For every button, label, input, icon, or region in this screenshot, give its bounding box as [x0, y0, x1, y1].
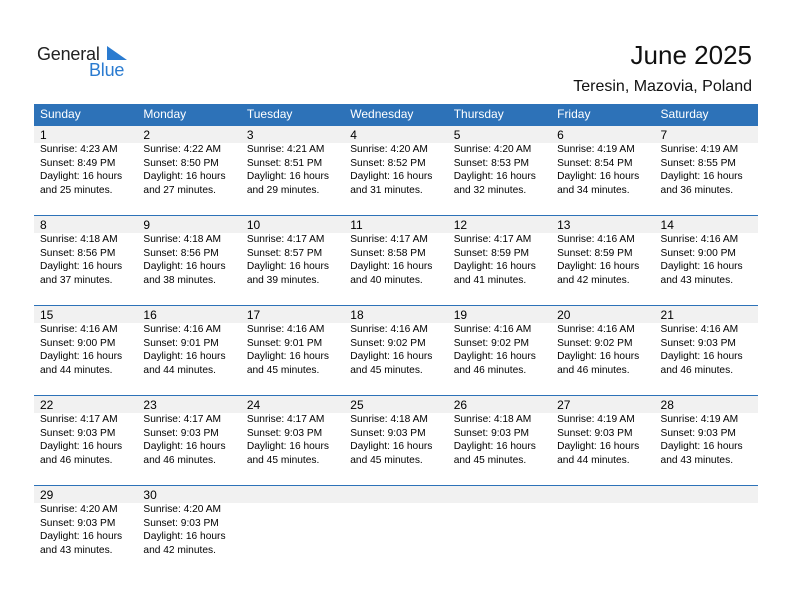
- minutes-text: and 27 minutes.: [143, 184, 216, 196]
- page-title: June 2025: [630, 40, 752, 70]
- sunset-text: Sunset: 9:02 PM: [350, 337, 426, 349]
- minutes-text: and 34 minutes.: [557, 184, 630, 196]
- sunset-text: Sunset: 9:03 PM: [40, 517, 116, 529]
- daylight-text: Daylight: 16 hours: [246, 351, 329, 362]
- daylight-text: Daylight: 16 hours: [453, 441, 536, 452]
- day-number: 18: [344, 306, 447, 323]
- sunrise-text: Sunrise: 4:18 AM: [350, 414, 428, 425]
- sunset-text: Sunset: 9:03 PM: [660, 337, 736, 349]
- day-sun-info: [448, 323, 551, 377]
- sunset-text: Sunset: 9:03 PM: [660, 427, 736, 439]
- sunset-text: Sunset: 9:03 PM: [246, 427, 323, 439]
- empty-day-cell: [241, 486, 344, 575]
- minutes-text: and 32 minutes.: [453, 184, 527, 196]
- logo-text-blue: Blue: [89, 60, 125, 80]
- minutes-text: and 46 minutes.: [40, 454, 113, 466]
- sunset-text: Sunset: 8:57 PM: [246, 247, 323, 259]
- calendar-week-row: [34, 126, 758, 215]
- day-number: 10: [241, 216, 344, 233]
- logo-text-general: General: [37, 44, 100, 64]
- day-number: 23: [137, 396, 240, 413]
- minutes-text: and 45 minutes.: [350, 364, 423, 376]
- sunrise-text: Sunrise: 4:20 AM: [350, 144, 428, 155]
- sunrise-text: Sunrise: 4:16 AM: [246, 324, 325, 335]
- sunset-text: Sunset: 9:03 PM: [453, 427, 530, 439]
- weekday-saturday: Saturday: [660, 107, 709, 121]
- daylight-text: Daylight: 16 hours: [143, 441, 226, 452]
- daylight-text: Daylight: 16 hours: [660, 171, 743, 182]
- daylight-text: Daylight: 16 hours: [660, 351, 743, 362]
- day-cell: [655, 396, 758, 485]
- minutes-text: and 43 minutes.: [40, 544, 113, 556]
- day-number: 1: [34, 126, 137, 143]
- minutes-text: and 36 minutes.: [660, 184, 734, 196]
- calendar-week: [34, 215, 758, 305]
- sunset-text: Sunset: 9:03 PM: [40, 427, 116, 439]
- minutes-text: and 38 minutes.: [143, 274, 216, 286]
- day-number: 21: [655, 306, 758, 323]
- minutes-text: and 31 minutes.: [350, 184, 423, 196]
- sunset-text: Sunset: 8:58 PM: [350, 247, 426, 259]
- daylight-text: Daylight: 16 hours: [246, 441, 329, 452]
- sunset-text: Sunset: 9:01 PM: [246, 337, 323, 349]
- sunset-text: Sunset: 9:00 PM: [40, 337, 116, 349]
- daylight-text: Daylight: 16 hours: [40, 441, 123, 452]
- day-cell: [241, 126, 344, 215]
- calendar-week: [34, 395, 758, 485]
- day-cell: [241, 306, 344, 395]
- day-cell: [344, 396, 447, 485]
- minutes-text: and 43 minutes.: [660, 454, 734, 466]
- minutes-text: and 39 minutes.: [246, 274, 320, 286]
- sunrise-text: Sunrise: 4:18 AM: [453, 414, 532, 425]
- sunrise-text: Sunrise: 4:17 AM: [246, 234, 325, 245]
- day-sun-info: [241, 143, 344, 197]
- sunrise-text: Sunrise: 4:19 AM: [557, 414, 635, 425]
- sunset-text: Sunset: 8:56 PM: [40, 247, 116, 259]
- sunset-text: Sunset: 8:49 PM: [40, 157, 116, 169]
- day-sun-info: [34, 413, 137, 467]
- sunrise-text: Sunrise: 4:18 AM: [40, 234, 118, 245]
- minutes-text: and 45 minutes.: [246, 454, 320, 466]
- daylight-text: Daylight: 16 hours: [557, 351, 640, 362]
- minutes-text: and 45 minutes.: [350, 454, 423, 466]
- sunset-text: Sunset: 9:02 PM: [453, 337, 530, 349]
- sunrise-text: Sunrise: 4:16 AM: [557, 234, 635, 245]
- day-number: 12: [448, 216, 551, 233]
- sunrise-text: Sunrise: 4:16 AM: [350, 324, 428, 335]
- sunrise-text: Sunrise: 4:22 AM: [143, 144, 222, 155]
- day-number: 14: [655, 216, 758, 233]
- sunrise-text: Sunrise: 4:20 AM: [143, 504, 222, 515]
- day-sun-info: [551, 323, 654, 377]
- daylight-text: Daylight: 16 hours: [660, 261, 743, 272]
- sunset-text: Sunset: 9:00 PM: [660, 247, 736, 259]
- daylight-text: Daylight: 16 hours: [453, 351, 536, 362]
- day-number: 19: [448, 306, 551, 323]
- day-sun-info: [137, 233, 240, 287]
- daylight-text: Daylight: 16 hours: [40, 531, 123, 542]
- day-sun-info: [551, 233, 654, 287]
- day-number: 26: [448, 396, 551, 413]
- calendar-week-row: [34, 486, 758, 575]
- daylight-text: Daylight: 16 hours: [557, 441, 640, 452]
- sunset-text: Sunset: 8:54 PM: [557, 157, 633, 169]
- day-sun-info: [655, 143, 758, 197]
- daylight-text: Daylight: 16 hours: [143, 351, 226, 362]
- empty-day-cell: [448, 486, 551, 575]
- day-number: 25: [344, 396, 447, 413]
- day-cell: [551, 396, 654, 485]
- sunset-text: Sunset: 8:59 PM: [453, 247, 530, 259]
- day-cell: [34, 486, 137, 575]
- daylight-text: Daylight: 16 hours: [350, 441, 433, 452]
- day-cell: [655, 216, 758, 305]
- day-number: [655, 486, 758, 503]
- daylight-text: Daylight: 16 hours: [143, 171, 226, 182]
- day-sun-info: [34, 323, 137, 377]
- minutes-text: and 41 minutes.: [453, 274, 527, 286]
- day-number: 5: [448, 126, 551, 143]
- day-cell: [448, 396, 551, 485]
- daylight-text: Daylight: 16 hours: [557, 171, 640, 182]
- minutes-text: and 42 minutes.: [143, 544, 216, 556]
- day-number: 4: [344, 126, 447, 143]
- day-cell: [448, 306, 551, 395]
- daylight-text: Daylight: 16 hours: [40, 351, 123, 362]
- day-sun-info: [344, 413, 447, 467]
- sunrise-text: Sunrise: 4:19 AM: [557, 144, 635, 155]
- weekday-monday: Monday: [143, 107, 187, 121]
- day-sun-info: [241, 323, 344, 377]
- day-cell: [137, 486, 240, 575]
- day-sun-info: [448, 233, 551, 287]
- calendar-week-row: [34, 396, 758, 485]
- day-number: 29: [34, 486, 137, 503]
- empty-day-cell: [344, 486, 447, 575]
- day-number: 28: [655, 396, 758, 413]
- day-number: [551, 486, 654, 503]
- day-cell: [344, 216, 447, 305]
- sunset-text: Sunset: 8:59 PM: [557, 247, 633, 259]
- sunrise-text: Sunrise: 4:16 AM: [660, 324, 739, 335]
- sunrise-text: Sunrise: 4:16 AM: [453, 324, 532, 335]
- sunrise-text: Sunrise: 4:17 AM: [350, 234, 428, 245]
- weekday-friday: Friday: [557, 107, 591, 121]
- minutes-text: and 44 minutes.: [557, 454, 630, 466]
- minutes-text: and 29 minutes.: [246, 184, 320, 196]
- sunrise-text: Sunrise: 4:17 AM: [246, 414, 325, 425]
- sunrise-text: Sunrise: 4:17 AM: [453, 234, 532, 245]
- day-sun-info: [448, 143, 551, 197]
- day-sun-info: [551, 143, 654, 197]
- day-number: 16: [137, 306, 240, 323]
- minutes-text: and 25 minutes.: [40, 184, 113, 196]
- minutes-text: and 44 minutes.: [40, 364, 113, 376]
- sunrise-text: Sunrise: 4:16 AM: [557, 324, 635, 335]
- day-number: 3: [241, 126, 344, 143]
- brand-logo: [37, 44, 137, 84]
- sunset-text: Sunset: 9:02 PM: [557, 337, 633, 349]
- day-sun-info: [241, 233, 344, 287]
- minutes-text: and 46 minutes.: [453, 364, 527, 376]
- minutes-text: and 46 minutes.: [557, 364, 630, 376]
- empty-day-cell: [655, 486, 758, 575]
- day-number: 2: [137, 126, 240, 143]
- day-cell: [655, 306, 758, 395]
- calendar-week: [34, 125, 758, 215]
- sunrise-text: Sunrise: 4:19 AM: [660, 414, 739, 425]
- weekday-thursday: Thursday: [453, 107, 504, 121]
- day-number: 15: [34, 306, 137, 323]
- sunset-text: Sunset: 9:03 PM: [350, 427, 426, 439]
- day-cell: [34, 126, 137, 215]
- sunset-text: Sunset: 8:53 PM: [453, 157, 530, 169]
- weekday-wednesday: Wednesday: [350, 107, 414, 121]
- day-sun-info: [137, 413, 240, 467]
- minutes-text: and 42 minutes.: [557, 274, 630, 286]
- sunrise-text: Sunrise: 4:16 AM: [40, 324, 118, 335]
- day-cell: [448, 216, 551, 305]
- day-number: [448, 486, 551, 503]
- daylight-text: Daylight: 16 hours: [453, 261, 536, 272]
- sunset-text: Sunset: 9:01 PM: [143, 337, 219, 349]
- day-number: 30: [137, 486, 240, 503]
- minutes-text: and 45 minutes.: [453, 454, 527, 466]
- day-number: 24: [241, 396, 344, 413]
- day-cell: [34, 306, 137, 395]
- minutes-text: and 37 minutes.: [40, 274, 113, 286]
- daylight-text: Daylight: 16 hours: [557, 261, 640, 272]
- sunrise-text: Sunrise: 4:17 AM: [143, 414, 222, 425]
- sunrise-text: Sunrise: 4:17 AM: [40, 414, 118, 425]
- day-cell: [551, 306, 654, 395]
- daylight-text: Daylight: 16 hours: [350, 351, 433, 362]
- day-cell: [551, 126, 654, 215]
- day-number: 7: [655, 126, 758, 143]
- sunrise-text: Sunrise: 4:18 AM: [143, 234, 222, 245]
- day-cell: [241, 396, 344, 485]
- location-subtitle: Teresin, Mazovia, Poland: [573, 78, 752, 95]
- minutes-text: and 46 minutes.: [143, 454, 216, 466]
- minutes-text: and 44 minutes.: [143, 364, 216, 376]
- calendar-week-row: [34, 216, 758, 305]
- sunset-text: Sunset: 8:50 PM: [143, 157, 219, 169]
- sunrise-text: Sunrise: 4:19 AM: [660, 144, 739, 155]
- day-number: 27: [551, 396, 654, 413]
- daylight-text: Daylight: 16 hours: [40, 261, 123, 272]
- sunrise-text: Sunrise: 4:20 AM: [453, 144, 532, 155]
- day-sun-info: [137, 503, 240, 557]
- day-number: 22: [34, 396, 137, 413]
- sunset-text: Sunset: 8:52 PM: [350, 157, 426, 169]
- sunset-text: Sunset: 8:51 PM: [246, 157, 323, 169]
- sunrise-text: Sunrise: 4:21 AM: [246, 144, 325, 155]
- minutes-text: and 43 minutes.: [660, 274, 734, 286]
- minutes-text: and 45 minutes.: [246, 364, 320, 376]
- day-sun-info: [34, 233, 137, 287]
- day-number: [241, 486, 344, 503]
- day-cell: [344, 306, 447, 395]
- day-cell: [137, 396, 240, 485]
- calendar-grid: [34, 104, 758, 575]
- daylight-text: Daylight: 16 hours: [350, 261, 433, 272]
- day-sun-info: [655, 413, 758, 467]
- day-cell: [137, 306, 240, 395]
- sunset-text: Sunset: 8:56 PM: [143, 247, 219, 259]
- minutes-text: and 46 minutes.: [660, 364, 734, 376]
- day-sun-info: [241, 413, 344, 467]
- day-sun-info: [344, 323, 447, 377]
- daylight-text: Daylight: 16 hours: [350, 171, 433, 182]
- day-cell: [137, 126, 240, 215]
- day-sun-info: [137, 323, 240, 377]
- daylight-text: Daylight: 16 hours: [143, 531, 226, 542]
- day-cell: [551, 216, 654, 305]
- day-cell: [137, 216, 240, 305]
- day-sun-info: [344, 233, 447, 287]
- day-number: [344, 486, 447, 503]
- sunset-text: Sunset: 9:03 PM: [557, 427, 633, 439]
- day-number: 8: [34, 216, 137, 233]
- day-cell: [34, 216, 137, 305]
- day-cell: [448, 126, 551, 215]
- weeks-container: [34, 125, 758, 575]
- day-sun-info: [448, 413, 551, 467]
- day-sun-info: [344, 143, 447, 197]
- day-sun-info: [34, 143, 137, 197]
- day-number: 9: [137, 216, 240, 233]
- daylight-text: Daylight: 16 hours: [453, 171, 536, 182]
- day-number: 17: [241, 306, 344, 323]
- daylight-text: Daylight: 16 hours: [660, 441, 743, 452]
- sunset-text: Sunset: 9:03 PM: [143, 517, 219, 529]
- daylight-text: Daylight: 16 hours: [143, 261, 226, 272]
- sunrise-text: Sunrise: 4:16 AM: [660, 234, 739, 245]
- day-cell: [241, 216, 344, 305]
- weekday-header-row: [34, 104, 758, 125]
- day-sun-info: [655, 323, 758, 377]
- weekday-sunday: Sunday: [40, 107, 81, 121]
- day-sun-info: [551, 413, 654, 467]
- daylight-text: Daylight: 16 hours: [246, 171, 329, 182]
- calendar-week-row: [34, 306, 758, 395]
- calendar-week: [34, 485, 758, 575]
- day-number: 6: [551, 126, 654, 143]
- sunrise-text: Sunrise: 4:20 AM: [40, 504, 118, 515]
- day-cell: [655, 126, 758, 215]
- day-number: 20: [551, 306, 654, 323]
- sunset-text: Sunset: 8:55 PM: [660, 157, 736, 169]
- sunrise-text: Sunrise: 4:23 AM: [40, 144, 118, 155]
- sunset-text: Sunset: 9:03 PM: [143, 427, 219, 439]
- empty-day-cell: [551, 486, 654, 575]
- day-cell: [34, 396, 137, 485]
- day-sun-info: [137, 143, 240, 197]
- day-sun-info: [34, 503, 137, 557]
- day-sun-info: [655, 233, 758, 287]
- day-number: 13: [551, 216, 654, 233]
- calendar-week: [34, 305, 758, 395]
- minutes-text: and 40 minutes.: [350, 274, 423, 286]
- weekday-tuesday: Tuesday: [246, 107, 293, 121]
- sunrise-text: Sunrise: 4:16 AM: [143, 324, 222, 335]
- day-cell: [344, 126, 447, 215]
- day-number: 11: [344, 216, 447, 233]
- daylight-text: Daylight: 16 hours: [40, 171, 123, 182]
- daylight-text: Daylight: 16 hours: [246, 261, 329, 272]
